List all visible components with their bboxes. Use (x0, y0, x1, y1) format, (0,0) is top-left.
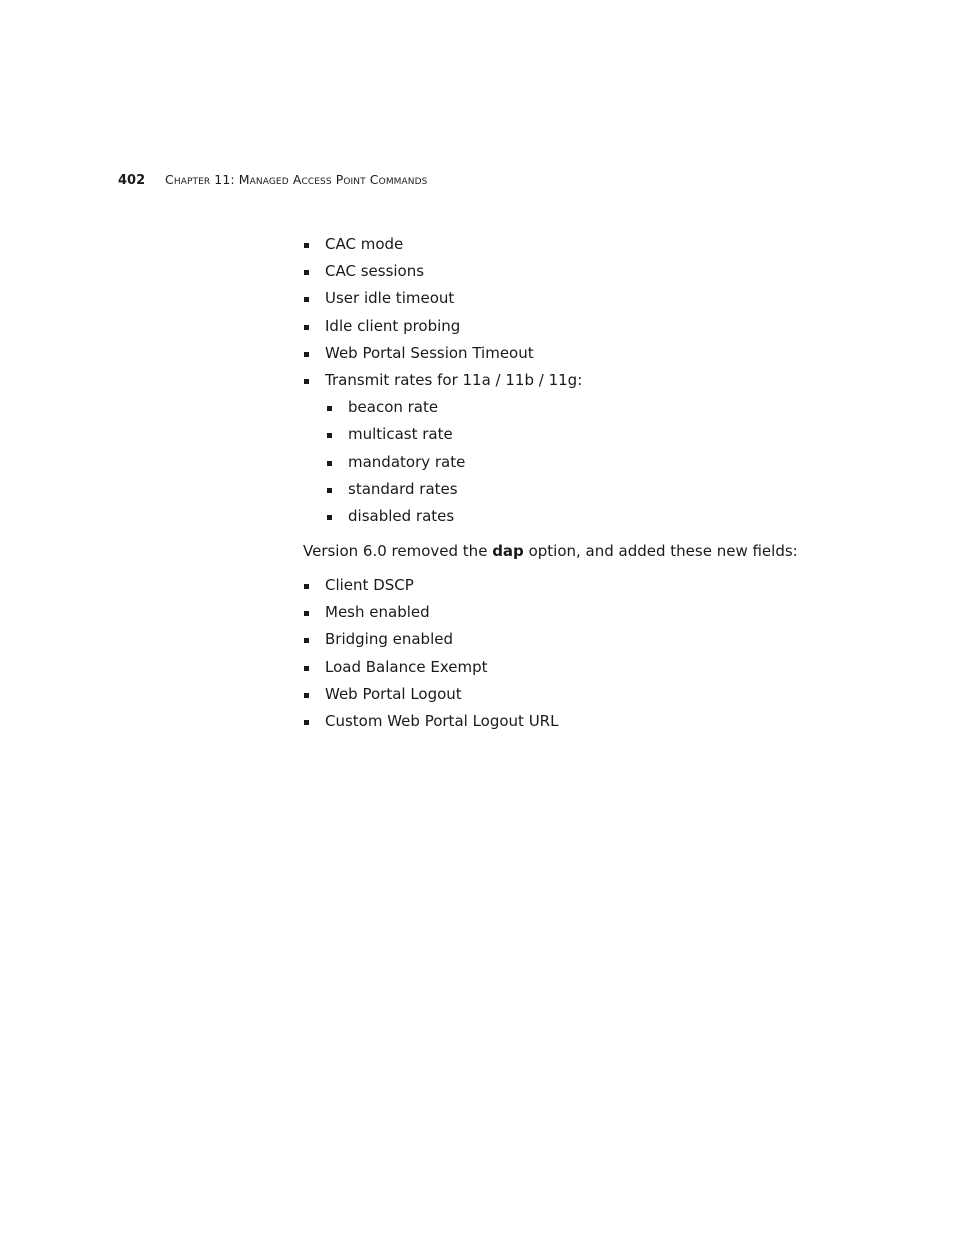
transmit-rates-sublist (303, 396, 923, 532)
dap-option-keyword: dap (492, 542, 524, 561)
settings-list (303, 233, 923, 396)
running-header (118, 172, 427, 190)
list-item: CAC mode (303, 233, 923, 260)
list-item: Transmit rates for 11a / 11b / 11g: (303, 369, 923, 396)
sub-list-item: disabled rates (303, 505, 923, 532)
list-item: CAC sessions (303, 260, 923, 287)
list-item: Bridging enabled (303, 628, 923, 655)
list-item: Web Portal Logout (303, 683, 923, 710)
new-fields-list (303, 574, 923, 737)
sub-list-item: multicast rate (303, 423, 923, 450)
list-item: Custom Web Portal Logout URL (303, 710, 923, 737)
list-item: Web Portal Session Timeout (303, 342, 923, 369)
version-note (303, 540, 923, 562)
page-number: 402 (118, 173, 146, 188)
sub-list-item: mandatory rate (303, 451, 923, 478)
list-item: Load Balance Exempt (303, 656, 923, 683)
list-item: Client DSCP (303, 574, 923, 601)
sub-list-item: standard rates (303, 478, 923, 505)
page-body (303, 233, 923, 737)
list-item: Idle client probing (303, 315, 923, 342)
sub-list-item: beacon rate (303, 396, 923, 423)
version-note-text-end: option, and added these new fields: (523, 542, 798, 561)
chapter-title: Chapter 11: Managed Access Point Commands (165, 172, 428, 187)
version-note-text: Version 6.0 removed the (303, 542, 493, 561)
list-item: Mesh enabled (303, 601, 923, 628)
list-item: User idle timeout (303, 287, 923, 314)
